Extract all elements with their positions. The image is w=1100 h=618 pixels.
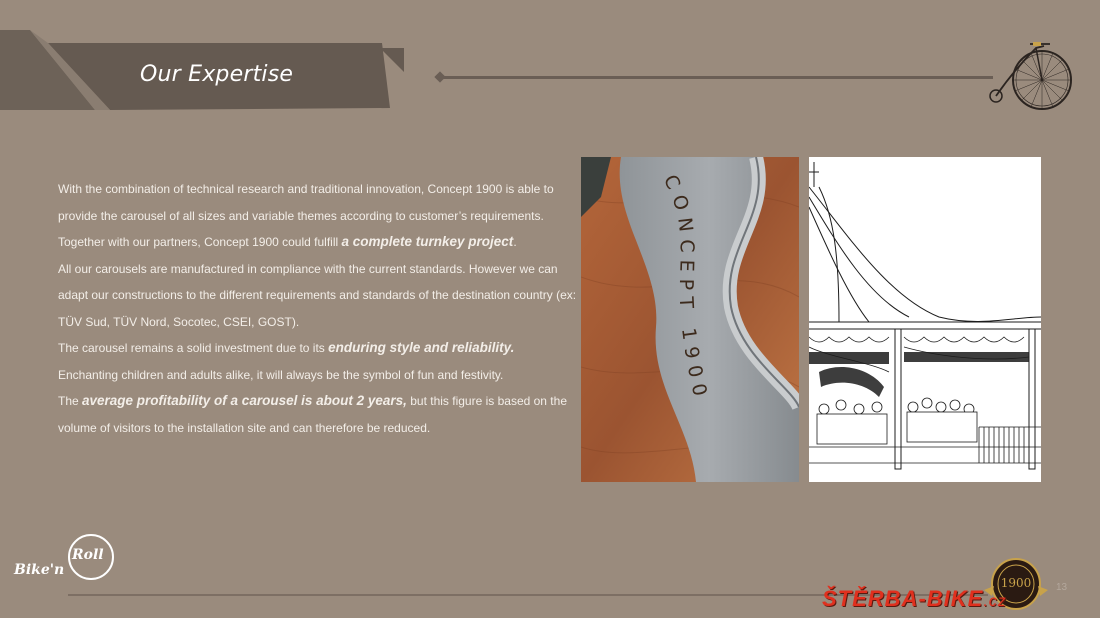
paragraph-1: With the combination of technical research and traditional innovation, Concept 1900 is able to provide the carousel of all sizes and variable themes according to customer’s requirements. Together with our partners, Concept 1900 could fulfill a complete turnkey project. bbox=[58, 182, 554, 249]
page-number: 13 bbox=[1056, 582, 1068, 593]
sterba-bike-watermark: ŠTĚRBA-BIKE.cz bbox=[822, 586, 1007, 611]
seal-text: 1900 bbox=[1000, 576, 1032, 590]
paragraph-2: All our carousels are manufactured in compliance with the current standards. However we can adapt our constructions to the different requirements and standards of the destination country (ex: TÜV Sud, TÜV Nord, Socotec, CSEI, GOST). bbox=[58, 261, 577, 329]
bikenroll-logo-left: Bike'n bbox=[14, 562, 65, 578]
emphasis-turnkey: a complete turnkey project bbox=[341, 234, 514, 249]
paragraph-4: Enchanting children and adults alike, it will always be the symbol of fun and festivity. bbox=[58, 367, 504, 382]
paragraph-5: The average profitability of a carousel is about 2 years, but this figure is based on the volume of visitors to the installation site and can therefore be reduced. bbox=[58, 393, 567, 435]
page-title: Our Expertise bbox=[140, 62, 294, 87]
header-rule-diamond bbox=[434, 71, 445, 82]
header-rule bbox=[438, 76, 993, 79]
concept-1900-photo bbox=[581, 157, 799, 482]
paragraph-3: The carousel remains a solid investment due to its enduring style and reliability. bbox=[58, 340, 515, 355]
emphasis-style: enduring style and reliability. bbox=[328, 340, 515, 355]
bikenroll-logo-right: Roll bbox=[72, 547, 104, 563]
emphasis-profitability: average profitability of a carousel is about 2 years, bbox=[82, 393, 407, 408]
body-text bbox=[58, 176, 578, 441]
engraving-text: CONCEPT 1900 bbox=[658, 171, 713, 405]
penny-farthing-icon bbox=[984, 40, 1076, 112]
carousel-drawing bbox=[809, 157, 1041, 482]
